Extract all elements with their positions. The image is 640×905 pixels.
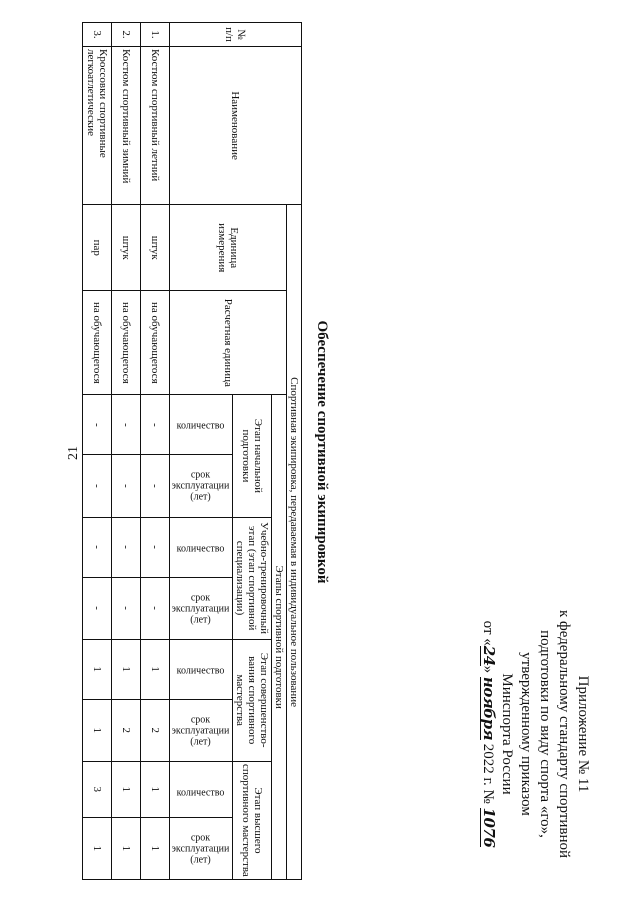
header-term-2: срок эксплуатации (лет) [170,577,233,639]
cell-s1-qty: - [141,395,170,455]
cell-s2-qty: - [83,517,112,577]
cell-calc-unit: на обучающегося [141,291,170,395]
cell-name: Костюм спортивный летний [141,47,170,205]
appendix-sport: подготовки по виду спорта «го», [537,630,553,838]
header-term-4: срок эксплуатации (лет) [170,817,233,879]
cell-num: 1. [141,23,170,47]
cell-s2-qty: - [112,517,141,577]
header-name: Наименование [170,47,302,205]
rotated-page-content [40,12,600,892]
header-stage-4: Этап высшего спортивного мастерства [233,761,272,879]
cell-name: Кроссовки спортивные легкоатлетические [83,47,112,205]
cell-s3-term: 2 [112,699,141,761]
cell-num: 3. [83,23,112,47]
appendix-approved: утвержденному приказом [518,652,534,816]
cell-s3-qty: 1 [83,639,112,699]
cell-s4-term: 1 [112,817,141,879]
header-qty-2: количество [170,517,233,577]
cell-s4-term: 1 [83,817,112,879]
header-qty-1: количество [170,395,233,455]
cell-calc-unit: на обучающегося [112,291,141,395]
header-stage-1: Этап начальной подготовки [233,395,272,517]
cell-s1-term: - [83,455,112,517]
header-qty-3: количество [170,639,233,699]
appendix-number: Приложение № 11 [575,675,591,793]
page-number: 21 [66,446,81,460]
header-num: № п/п [170,23,302,47]
cell-unit: штук [141,205,170,291]
date-day: 24 [480,645,498,666]
cell-s1-qty: - [112,395,141,455]
order-number: 1076 [480,807,498,848]
date-mid: » [480,665,496,674]
header-term-1: срок эксплуатации (лет) [170,455,233,517]
cell-s1-qty: - [83,395,112,455]
appendix-date-line [478,584,497,884]
header-term-3: срок эксплуатации (лет) [170,699,233,761]
date-month: ноября [480,676,498,741]
document-title: Обеспечение спортивной экипировкой [314,320,330,584]
header-stages: Этапы спортивной подготовки [272,395,287,880]
cell-s4-term: 1 [141,817,170,879]
cell-s4-qty: 3 [83,761,112,817]
cell-s1-term: - [112,455,141,517]
table-row [112,23,141,880]
table-row [141,23,170,880]
header-qty-4: количество [170,761,233,817]
header-stage-3: Этап совершенство-вания спортивного мастерства [233,639,272,761]
cell-name: Костюм спортивный зимний [112,47,141,205]
cell-unit: пар [83,205,112,291]
header-unit: Единица измерения [170,205,287,291]
cell-num: 2. [112,23,141,47]
cell-s4-qty: 1 [112,761,141,817]
cell-s4-qty: 1 [141,761,170,817]
cell-calc-unit: на обучающегося [83,291,112,395]
cell-s3-term: 2 [141,699,170,761]
header-calc-unit: Расчетная единица [170,291,287,395]
cell-unit: штук [112,205,141,291]
date-year: 2022 г. № [480,743,496,804]
cell-s2-term: - [141,577,170,639]
cell-s3-term: 1 [83,699,112,761]
cell-s2-qty: - [141,517,170,577]
appendix-ministry: Минспорта России [499,673,515,795]
cell-s1-term: - [141,455,170,517]
header-stage-2: Учебно-тренировочный этап (этап спортивной специализации) [233,517,272,639]
appendix-standard: к федеральному стандарту спортивной [556,609,572,859]
cell-s3-qty: 1 [112,639,141,699]
equipment-table [82,22,302,880]
header-group: Спортивная экипировка, передаваемая в индивидуальное пользование [287,205,302,880]
date-prefix: от « [480,620,496,646]
cell-s2-term: - [112,577,141,639]
cell-s2-term: - [83,577,112,639]
table-row [83,23,112,880]
cell-s3-qty: 1 [141,639,170,699]
appendix-block [478,584,592,884]
